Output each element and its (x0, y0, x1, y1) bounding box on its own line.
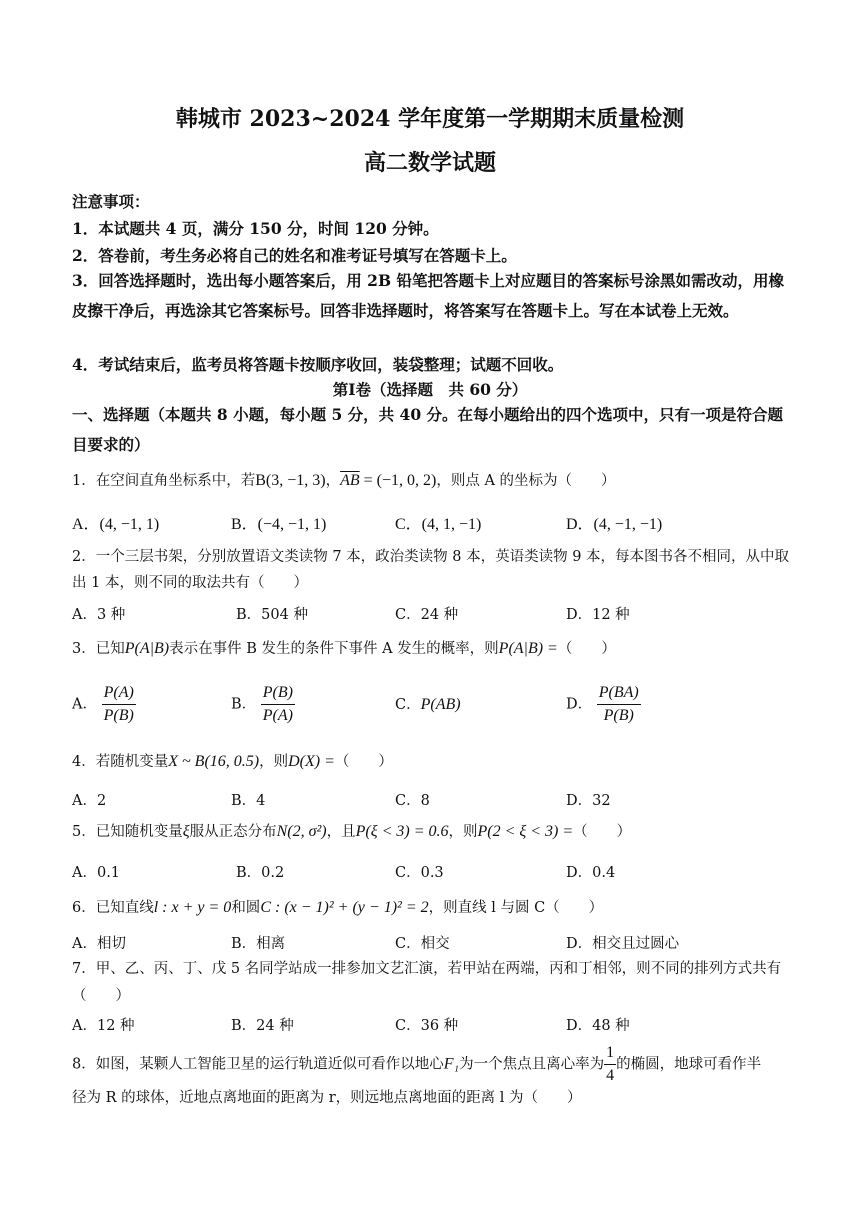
q3-option-a-den: P(B) (103, 707, 134, 724)
q5-math-xi: ξ (182, 823, 190, 840)
notice-heading: 注意事项： (72, 192, 150, 211)
q7-option-c: C．36 种 (395, 1018, 459, 1034)
q4-option-c: C．8 (395, 793, 430, 809)
q3-option-d-fraction (597, 682, 641, 727)
question-4 (72, 750, 792, 771)
exam-subtitle: 高二数学试题 (363, 150, 496, 176)
q4-text-post: （ ） (334, 754, 393, 770)
q8-text-pre: 8．如图，某颗人工智能卫星的运行轨道近似可看作以地心 (72, 1056, 444, 1073)
q4-text-pre: 4．若随机变量 (72, 754, 169, 770)
q3-math-cond-prob: P(A|B) (124, 640, 170, 657)
question-6 (72, 896, 792, 917)
question-8-line-2: 径为 R 的球体，近地点离地面的距离为 r，则远地点离地面的距离 l 为（ ） (72, 1090, 582, 1106)
q3-option-a-label: A． (72, 696, 97, 713)
q3-option-d-den: P(B) (603, 707, 634, 724)
q6-option-b: B．相离 (231, 936, 286, 952)
q3-option-d-label: D． (566, 696, 593, 713)
q2-option-a: A．3 种 (72, 607, 126, 623)
q3-text-pre: 3．已知 (72, 641, 125, 657)
exam-title: 韩城市 2023~2024 学年度第一学期期末质量检测 (175, 106, 685, 132)
q5-math-normal: N(2, σ²) (276, 823, 327, 840)
q5-option-d: D．0.4 (566, 865, 616, 881)
q6-option-a: A．相切 (72, 936, 126, 952)
q3-option-c-label: C． (395, 697, 421, 713)
q3-text-post: （ ） (557, 641, 616, 657)
q3-option-a-num: P(A) (102, 682, 136, 705)
q3-option-a-fraction (102, 682, 136, 727)
q5-option-c: C．0.3 (395, 865, 444, 881)
q1-option-b: B．(−4, −1, 1) (231, 516, 327, 533)
question-1 (72, 469, 792, 490)
q3-option-b-num: P(B) (261, 682, 295, 705)
q5-text-mid2: ，且 (326, 824, 356, 840)
q4-math-variance: D(X) = (288, 753, 335, 770)
notice-item-2: 2．答卷前，考生务必将自己的姓名和准考证号填写在答题卡上。 (72, 246, 517, 265)
q5-option-a: A．0.1 (72, 865, 121, 881)
q4-option-a: A．2 (72, 793, 107, 809)
q1-option-d: D．(4, −1, −1) (566, 516, 663, 533)
q2-option-b: B．504 种 (236, 607, 308, 623)
q8-text-mid: 为一个焦点且离心率为 (459, 1056, 605, 1073)
q4-option-b: B．4 (231, 793, 266, 809)
q8-fraction-den: 4 (606, 1067, 615, 1084)
q7-option-a: A．12 种 (72, 1018, 135, 1034)
q5-text-pre: 5．已知随机变量 (72, 824, 183, 840)
notice-item-3: 3．回答选择题时，选出每小题答案后，用 2B 铅笔把答题卡上对应题目的答案标号涂黑如需改动，用橡皮擦干净后，再选涂其它答案标号。回答非选择题时，将答案写在答题卡上。写在本试卷上无效。 (72, 271, 784, 320)
q6-text-post: ，则直线 l 与圆 C（ ） (428, 900, 604, 916)
q1-text-post: ，则点 A 的坐标为（ ） (436, 473, 616, 489)
q1-text-pre: 1．在空间直角坐标系中，若 (72, 473, 256, 489)
q1-vector-ab: $\overline{AB}$ (340, 472, 360, 489)
q3-math-cond-prob-eq: P(A|B) = (498, 640, 558, 657)
volume-heading: 第Ⅰ卷（选择题 共 60 分） (332, 380, 528, 399)
q5-math-prob-given: P(ξ < 3) = 0.6 (355, 823, 449, 840)
q6-math-line: l : x + y = 0 (153, 899, 232, 916)
q2-option-c: C．24 种 (395, 607, 459, 623)
q7-option-b: B．24 种 (231, 1018, 294, 1034)
q3-option-b-den: P(A) (262, 707, 293, 724)
q1-math-vector-value: = (−1, 0, 2) (359, 472, 437, 489)
q3-option-a (72, 682, 136, 727)
q4-option-d: D．32 (566, 793, 611, 809)
q3-option-b-label: B． (231, 696, 257, 713)
q8-fraction-num: 1 (604, 1042, 616, 1065)
q6-option-d: D．相交且过圆心 (566, 936, 680, 952)
q5-option-b: B．0.2 (236, 865, 285, 881)
q5-text-mid1: 服从正态分布 (189, 824, 277, 840)
q1-option-a: A．(4, −1, 1) (72, 516, 160, 533)
q5-text-mid3: ，则 (448, 824, 478, 840)
notice-item-1: 1．本试题共 4 页，满分 150 分，时间 120 分钟。 (72, 219, 439, 238)
question-5 (72, 820, 792, 841)
q8-math-focus: F₁ (443, 1055, 460, 1073)
q3-option-d-num: P(BA) (597, 682, 641, 705)
q1-math-point-b: B(3, −1, 3) (255, 472, 326, 489)
q3-option-b (231, 682, 295, 727)
question-2: 2．一个三层书架，分别放置语文类读物 7 本，政治类读物 8 本，英语类读物 9 本，每本图书各不相同，从中取出 1 本，则不同的取法共有（ ） (72, 549, 790, 591)
q3-text-mid: 表示在事件 B 发生的条件下事件 A 发生的概率，则 (169, 641, 499, 657)
question-8-line-1 (72, 1042, 792, 1087)
q5-math-prob-ask: P(2 < ξ < 3) = (477, 823, 574, 840)
q4-text-mid: ，则 (259, 754, 289, 770)
q3-option-c (395, 693, 461, 714)
q3-option-b-fraction (261, 682, 295, 727)
q8-text-post: 的椭圆，地球可看作半 (616, 1056, 762, 1073)
q3-option-d (566, 682, 641, 727)
question-3 (72, 637, 792, 658)
notice-item-4: 4．考试结束后，监考员将答题卡按顺序收回，装袋整理；试题不回收。 (72, 355, 564, 374)
q5-text-post: （ ） (573, 824, 632, 840)
q6-text-mid: 和圆 (231, 900, 261, 916)
q1-option-c: C．(4, 1, −1) (395, 516, 482, 533)
q3-option-c-expr: P(AB) (420, 696, 461, 713)
section-heading: 一、选择题（本题共 8 小题，每小题 5 分，共 40 分。在每小题给出的四个选项中，只有一项是符合题目要求的） (72, 405, 784, 454)
q2-option-d: D．12 种 (566, 607, 630, 623)
q6-option-c: C．相交 (395, 936, 450, 952)
q7-option-d: D．48 种 (566, 1018, 630, 1034)
question-7: 7．甲、乙、丙、丁、戊 5 名同学站成一排参加文艺汇演，若甲站在两端，丙和丁相邻，则不同的排列方式共有（ ） (72, 961, 782, 1004)
q8-eccentricity-fraction (604, 1042, 616, 1087)
q4-math-binomial: X ~ B(16, 0.5) (168, 753, 260, 770)
q6-math-circle: C : (x − 1)² + (y − 1)² = 2 (260, 899, 429, 916)
q1-sep: ， (325, 473, 341, 489)
q6-text-pre: 6．已知直线 (72, 900, 154, 916)
